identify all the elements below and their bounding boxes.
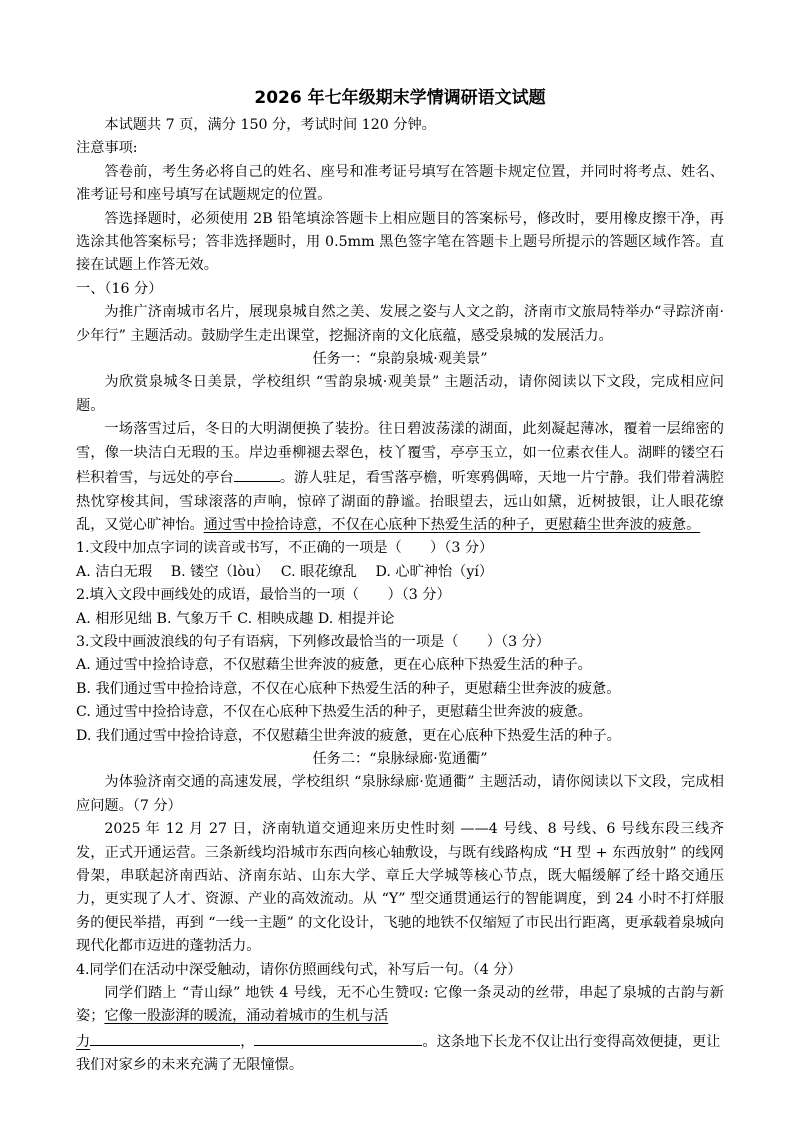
question-3-option-d: D. 我们通过雪中捡拾诗意，不仅慰藉尘世奔波的疲惫，更在心底种下热爱生活的种子。 (76, 727, 621, 744)
notice-item-2: 答选择题时，必须使用 2B 铅笔填涂答题卡上相应题目的答案标号，修改时，要用橡皮擦干净，再选涂其他答案标号；答非选择题时，用 0.5mm 黑色签字笔在答题卡上题号所提示的答题区域作答。直接在试题上作答无效。 (76, 210, 724, 274)
exam-info: 本试题共 7 页，满分 150 分，考试时间 120 分钟。 (104, 117, 436, 133)
question-4-prompt (76, 982, 724, 1029)
notice-item-1: 答卷前，考生务必将自己的姓名、座号和准考证号填写在答题卡规定位置，并同时将考点、姓名、准考证号和座号填写在试题规定的位置。 (76, 163, 724, 204)
answer-separator: ， (240, 1033, 255, 1050)
passage-1-part-b: 。游人驻足，看雪落亭檐，听寒鸦偶啼，天地一片宁静。我们带着满腔热忱穿梭其间，雪球滚落的声响，惊碎了湖面的静谧。抬眼望去，远山如黛，近树披银，让人眼花缭乱，又觉心旷神怡。 (76, 470, 724, 533)
task-1-intro: 为欣赏泉城冬日美景，学校组织 “雪韵泉城·观美景” 主题活动，请你阅读以下文段，完成相应问题。 (76, 374, 724, 414)
question-4-answer-line (76, 1029, 724, 1078)
task-1-title: 任务一：“泉韵泉城·观美景” (312, 351, 488, 368)
model-sentence-underlined-end: 力 (76, 1033, 91, 1050)
activity-intro: 为推广济南城市名片，展现泉城自然之美、发展之姿与人文之韵，济南市文旅局特举办“寻踪济南·少年行” 主题活动。鼓励学生走出课堂，挖掘济南的文化底蕴，感受泉城的发展活力。 (76, 304, 724, 344)
question-3-option-c: C. 通过雪中捡拾诗意，不仅在心底种下热爱生活的种子，更慰藉尘世奔波的疲惫。 (76, 704, 592, 721)
task-2-title: 任务二：“泉脉绿廊·览通衢” (312, 750, 488, 767)
answer-blank-2[interactable] (254, 1029, 422, 1046)
notice-heading: 注意事项: (76, 140, 138, 157)
answer-blank-1[interactable] (90, 1029, 240, 1046)
question-4-tail: 。这条地下长龙不仅让出行变得高效便捷，更让我们对家乡的未来充满了无限憧憬。 (76, 1033, 721, 1074)
question-4: 4.同学们在活动中深受触动，请你仿照画线句式，补写后一句。（4 分） (76, 961, 522, 978)
question-3: 3.文段中画波浪线的句子有语病，下列修改最恰当的一项是（ ）（3 分） (76, 633, 550, 650)
fill-blank[interactable] (234, 465, 280, 482)
passage-1-part-a: 一场落雪过后，冬日的大明湖便换了装扮。往日碧波荡漾的湖面，此刻凝起薄冰，覆着一层绵密的雪，像一块洁白无瑕的玉。岸边垂柳褪去翠色，枝丫覆雪，亭亭玉立，如一位素衣佳人。湖畔的镂空石栏积着雪，与远处的亭台 (76, 421, 724, 487)
question-2: 2.填入文段中画线处的成语，最恰当的一项（ ）（3 分） (76, 587, 451, 604)
question-1: 1.文段中加点字词的读音或书写，不正确的一项是（ ）（3 分） (76, 540, 494, 557)
question-1-options: A. 洁白无瑕 B. 镂空（lòu） C. 眼花缭乱 D. 心旷神怡（yí） (76, 563, 494, 580)
section-heading: 一、（16 分） (76, 280, 163, 297)
model-sentence-underlined: 它像一股澎湃的暖流，涌动着城市的生机与活 (104, 1008, 389, 1025)
question-3-option-b: B. 我们通过雪中捡拾诗意，不仅在心底种下热爱生活的种子，更慰藉尘世奔波的疲惫。 (76, 680, 621, 697)
question-4-lead: 同学们踏上 “青山绿” 地铁 4 号线，无不心生赞叹: 它像一条灵动的丝带，串起了泉城的古韵与新姿； (76, 985, 724, 1025)
page-title: 2026 年七年级期末学情调研语文试题 (254, 88, 546, 108)
task-2-intro: 为体验济南交通的高速发展，学校组织 “泉脉绿廊·览通衢” 主题活动，请你阅读以下文段，完成相应问题。（7 分） (76, 774, 724, 814)
passage-1 (76, 418, 724, 537)
question-3-option-a: A. 通过雪中捡拾诗意，不仅慰藉尘世奔波的疲惫，更在心底种下热爱生活的种子。 (76, 657, 592, 674)
passage-2: 2025 年 12 月 27 日，济南轨道交通迎来历史性时刻 ——4 号线、8 号线、6 号线东段三线齐发，正式开通运营。三条新线均沿城市东西向核心轴敷设，与既有线路构成 “H 型 + 东西放射” 的线网骨架，串联起济南西站、济南东站、山东大学、章丘大学城等核心节点，既大幅缓解了经十路交通压力，更实现了人才、资源、产业的高效流动。从 “Y” 型交通贯通运行的智能调度，到 24 小时不打烊服务的便民举措，再到 “一线一主题” 的文化设计，飞驰的地铁不仅缩短了市民出行距离，更承载着泉城向现代化都市迈进的蓬勃活力。 (76, 821, 724, 955)
wavy-underlined-sentence: 通过雪中捡拾诗意，不仅在心底种下热爱生活的种子，更慰藉尘世奔波的疲惫。 (203, 516, 701, 533)
question-2-options: A. 相形见绌 B. 气象万千 C. 相映成趣 D. 相提并论 (76, 610, 395, 627)
